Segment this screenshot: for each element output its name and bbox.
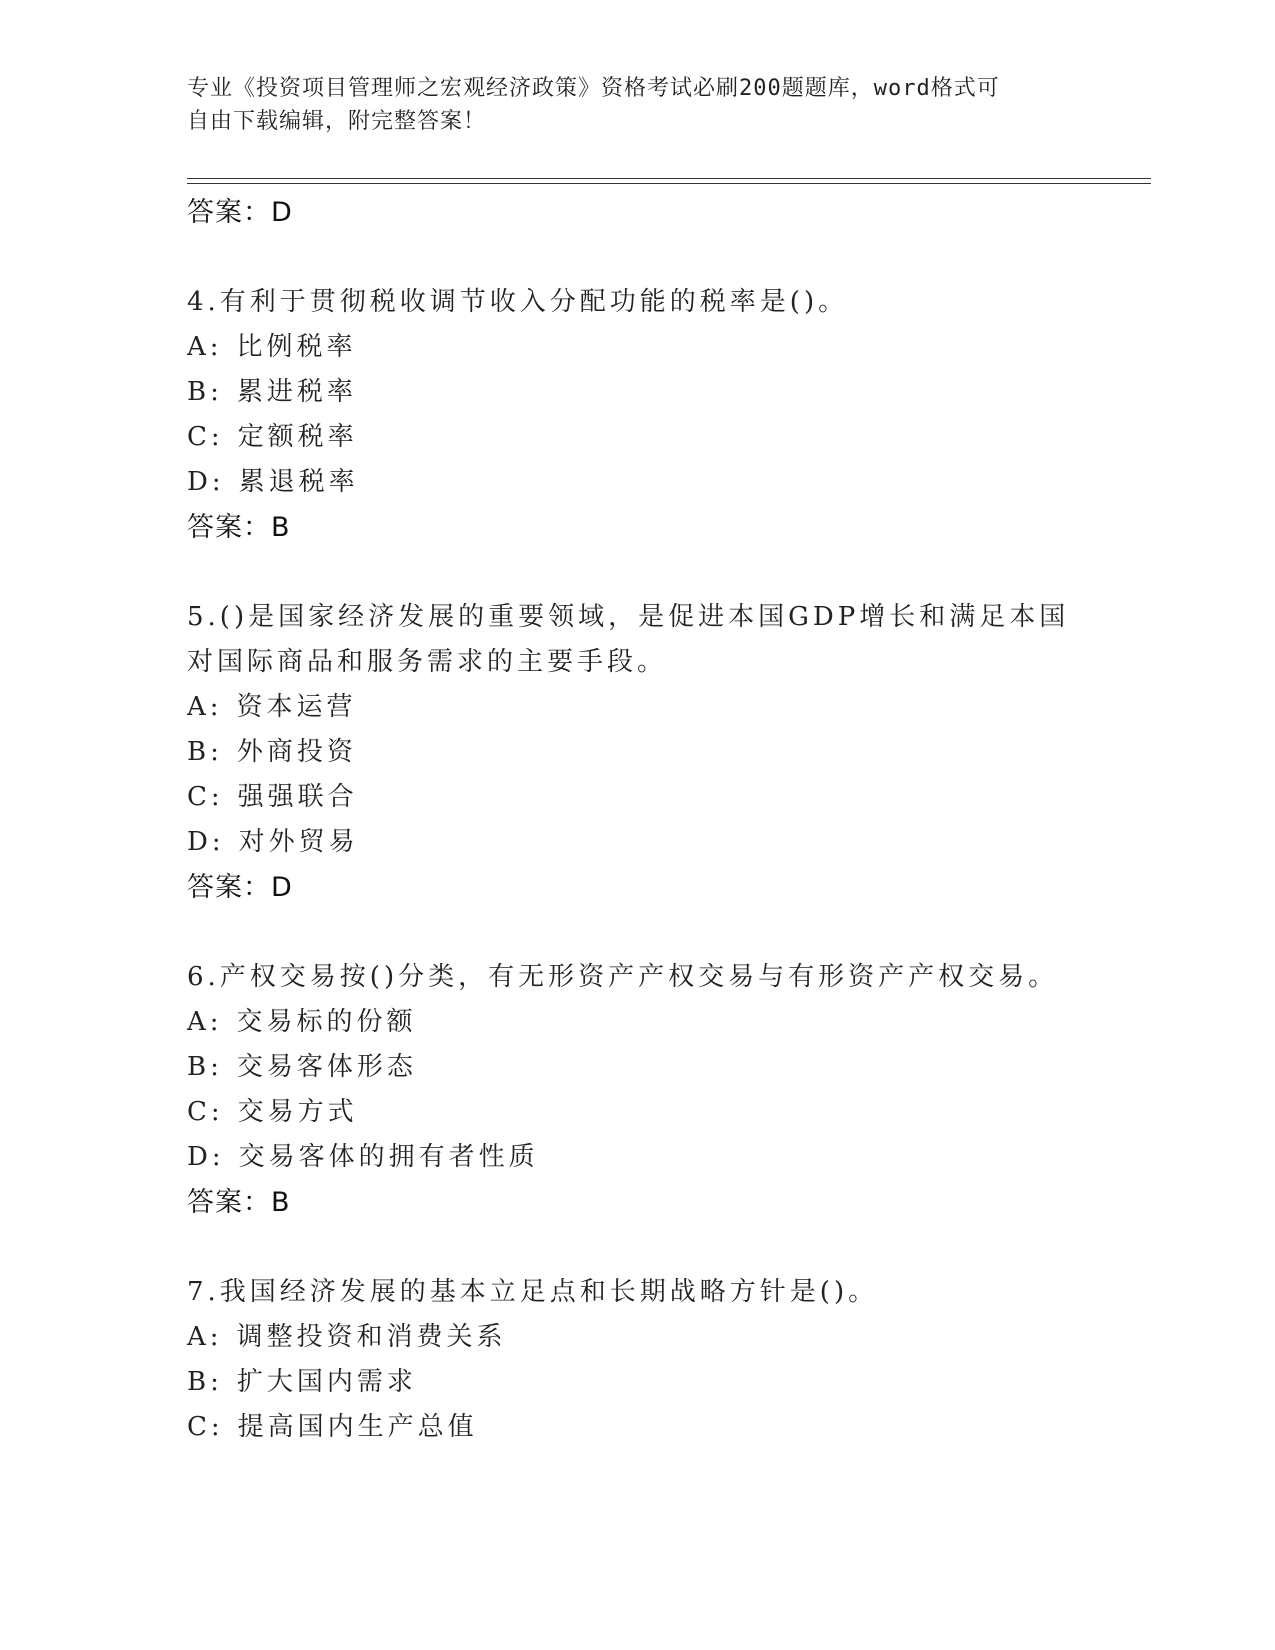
spacer [187, 910, 1087, 955]
option-item [187, 1360, 1087, 1405]
option-text: 比例税率 [236, 332, 357, 362]
option-text: 外商投资 [236, 737, 357, 767]
option-item [187, 415, 1087, 460]
option-item [187, 1405, 1087, 1450]
spacer [187, 550, 1087, 595]
question-stem: 4.有利于贯彻税收调节收入分配功能的税率是()。 [187, 287, 849, 317]
option-item [187, 730, 1087, 775]
option-text: 定额税率 [237, 422, 358, 452]
option-key: D: [187, 467, 225, 497]
option-item [187, 820, 1087, 865]
question-list [187, 190, 1087, 1450]
option-key: C: [187, 422, 224, 452]
option-text: 交易客体形态 [236, 1052, 417, 1082]
option-text: 交易标的份额 [236, 1007, 417, 1037]
option-key: C: [187, 1097, 224, 1127]
option-text: 交易客体的拥有者性质 [238, 1142, 539, 1172]
option-key: A: [187, 1007, 223, 1037]
spacer [187, 1225, 1087, 1270]
option-item [187, 325, 1087, 370]
option-key: B: [187, 737, 223, 767]
option-text: 提高国内生产总值 [237, 1412, 478, 1442]
header-line-2: 自由下载编辑，附完整答案！ [187, 109, 487, 134]
option-text: 资本运营 [236, 692, 357, 722]
option-key: D: [187, 1142, 225, 1172]
answer-line: 答案：B [187, 512, 291, 543]
option-text: 对外贸易 [238, 827, 359, 857]
option-item [187, 370, 1087, 415]
option-item [187, 1315, 1087, 1360]
option-item [187, 460, 1087, 505]
spacer [187, 235, 1087, 280]
option-text: 累进税率 [236, 377, 357, 407]
option-key: A: [187, 332, 223, 362]
answer-line: 答案：D [187, 872, 293, 903]
option-key: B: [187, 1367, 223, 1397]
question-stem: 6.产权交易按()分类，有无形资产产权交易与有形资产产权交易。 [187, 962, 1059, 992]
option-item [187, 1135, 1087, 1180]
question-stem: 5.()是国家经济发展的重要领域，是促进本国GDP增长和满足本国对国际商品和服务需求的主要手段。 [187, 602, 1070, 677]
question-stem: 7.我国经济发展的基本立足点和长期战略方针是()。 [187, 1277, 879, 1307]
option-text: 交易方式 [237, 1097, 358, 1127]
option-text: 扩大国内需求 [236, 1367, 417, 1397]
option-key: C: [187, 1412, 224, 1442]
option-key: B: [187, 1052, 223, 1082]
option-text: 调整投资和消费关系 [236, 1322, 507, 1352]
option-item [187, 1090, 1087, 1135]
option-key: C: [187, 782, 224, 812]
answer-line: 答案：D [187, 197, 293, 228]
option-item [187, 1000, 1087, 1045]
option-key: A: [187, 692, 223, 722]
header-rule-top [187, 178, 1151, 179]
answer-line: 答案：B [187, 1187, 291, 1218]
header-rule-bottom [187, 183, 1151, 184]
option-text: 累退税率 [238, 467, 359, 497]
option-item [187, 775, 1087, 820]
option-key: B: [187, 377, 223, 407]
page-header [187, 72, 1067, 138]
option-key: D: [187, 827, 225, 857]
option-item [187, 1045, 1087, 1090]
header-line-1: 专业《投资项目管理师之宏观经济政策》资格考试必刷200题题库，word格式可 [187, 76, 1000, 101]
option-item [187, 685, 1087, 730]
option-key: A: [187, 1322, 223, 1352]
option-text: 强强联合 [237, 782, 358, 812]
